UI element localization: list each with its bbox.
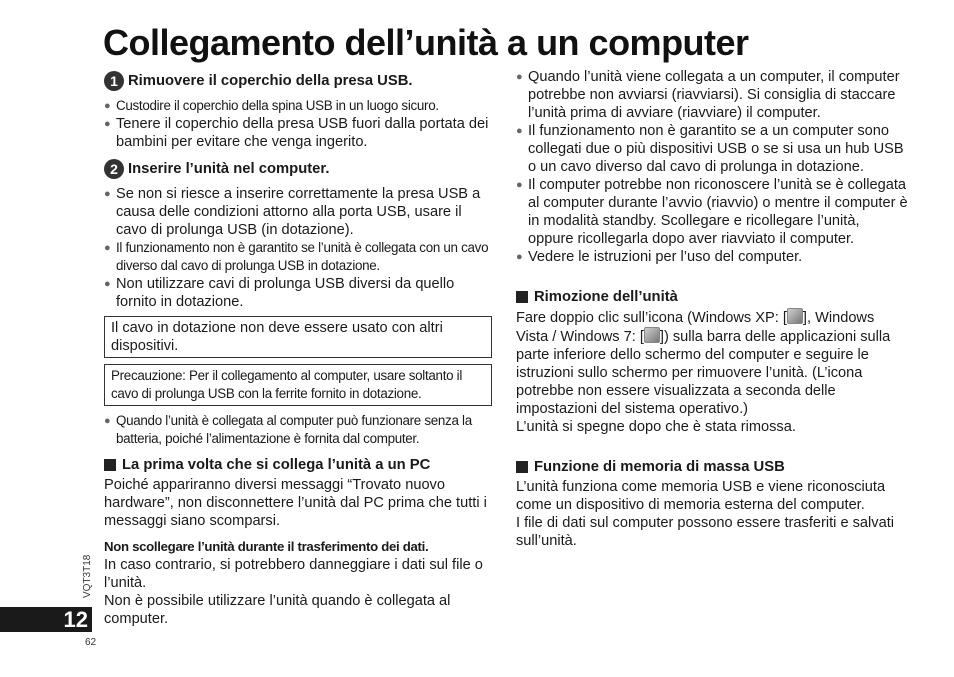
square-bullet-icon [516, 461, 528, 473]
warning-text: In caso contrario, si potrebbero danneggiare i dati sul file o l’unità. [104, 557, 483, 591]
section-heading-first-time: La prima volta che si collega l’unità a un PC [104, 456, 492, 474]
bullet: ● Il funzionamento non è garantito se l’unità è collegata con un cavo diverso dal cavo di prolunga USB in dotazione. [104, 240, 489, 273]
square-bullet-icon [516, 291, 528, 303]
step-1-label: Rimuovere il coperchio della presa USB. [128, 73, 413, 89]
note-box: Il cavo in dotazione non deve essere usato con altri dispositivi. [104, 316, 492, 358]
bullet: ● Non utilizzare cavi di prolunga USB diversi da quello fornito in dotazione. [104, 276, 455, 310]
step-2 [104, 159, 492, 179]
bullet-dot-icon: ● [516, 179, 523, 191]
first-time-text: Poiché appariranno diversi messaggi “Trovato nuovo hardware”, non disconnettere l’unità dal PC prima che tutti i messaggi siano scomparsi. [104, 477, 487, 529]
bullet-dot-icon: ● [104, 415, 111, 427]
bullet: ● Quando l’unità viene collegata a un computer, il computer potrebbe non avviarsi (riavviarsi). Si consiglia di staccare l’unità prima di avviare (riavviare) il computer. [516, 69, 900, 121]
bullet: ● Quando l’unità è collegata al computer può funzionare senza la batteria, poiché l’alimentazione è fornita dal computer. [104, 413, 472, 446]
section-heading-removal: Rimozione dell’unità [516, 288, 908, 306]
bullet-dot-icon: ● [104, 118, 111, 130]
warning-text-2: Non è possibile utilizzare l’unità quando è collegata al computer. [104, 593, 451, 627]
precaution-box: Precauzione: Per il collegamento al computer, usare soltanto il cavo di prolunga USB con la ferrite fornito in dotazione. [104, 364, 492, 406]
step-number-1: 1 [104, 71, 124, 91]
step-2-label: Inserire l’unità nel computer. [128, 161, 330, 177]
bullet-dot-icon: ● [104, 188, 111, 200]
page-title: Collegamento dell’unità a un computer [103, 22, 749, 63]
bullet-dot-icon: ● [104, 242, 111, 254]
safely-remove-xp-icon [787, 308, 803, 324]
bullet: ● Il funzionamento non è garantito se a un computer sono collegati due o più dispositivi USB o se si usa un hub USB o un cavo diverso dal cavo di prolunga in dotazione. [516, 123, 904, 175]
left-column [104, 71, 492, 628]
warning-heading: Non scollegare l’unità durante il trasferimento dei dati. [104, 539, 429, 554]
section-heading-mass-storage: Funzione di memoria di massa USB [516, 458, 908, 476]
bullet: ● Tenere il coperchio della presa USB fuori dalla portata dei bambini per evitare che venga ingerito. [104, 116, 489, 150]
bullet: ● Il computer potrebbe non riconoscere l’unità se è collegata al computer durante l’avvio (riavvio) o mentre il computer è in modalità standby. Scollegare e ricollegare l’unità, oppure ricollegarla dopo aver riavviato il computer. [516, 177, 908, 247]
bullet-dot-icon: ● [516, 125, 523, 137]
bullet: ● Custodire il coperchio della spina USB in un luogo sicuro. [104, 98, 439, 113]
bullet-dot-icon: ● [104, 100, 111, 112]
step-number-2: 2 [104, 159, 124, 179]
section-page-badge: 12 [0, 607, 92, 632]
page-number: 62 [85, 637, 97, 648]
square-bullet-icon [104, 459, 116, 471]
removal-text-2: L’unità si spegne dopo che è stata rimossa. [516, 419, 796, 435]
document-code: VQT3T18 [82, 554, 93, 598]
bullet: ● Se non si riesce a inserire correttamente la presa USB a causa delle condizioni attorno alla porta USB, usare il cavo di prolunga USB (in dotazione). [104, 186, 481, 238]
step-1 [104, 71, 492, 91]
mass-storage-text: L’unità funziona come memoria USB e viene riconosciuta come un dispositivo di memoria esterna del computer. [516, 479, 886, 513]
bullet-dot-icon: ● [516, 71, 523, 83]
mass-storage-text-2: I file di dati sul computer possono essere trasferiti e salvati sull’unità. [516, 515, 894, 549]
bullet-dot-icon: ● [104, 278, 111, 290]
bullet-dot-icon: ● [516, 251, 523, 263]
removal-text: Fare doppio clic sull’icona (Windows XP: [ ], Windows Vista / Windows 7: [ ]) sulla barra delle applicazioni sulla parte inferiore dello schermo del computer e seguire le istruzioni sullo schermo per rimuovere l’unità. (L’icona potrebbe non essere visualizzata a seconda delle impostazioni del sistema operativo.) [516, 310, 891, 417]
bullet: ● Vedere le istruzioni per l’uso del computer. [516, 249, 803, 265]
right-column [516, 68, 908, 550]
safely-remove-vista-icon [644, 327, 660, 343]
